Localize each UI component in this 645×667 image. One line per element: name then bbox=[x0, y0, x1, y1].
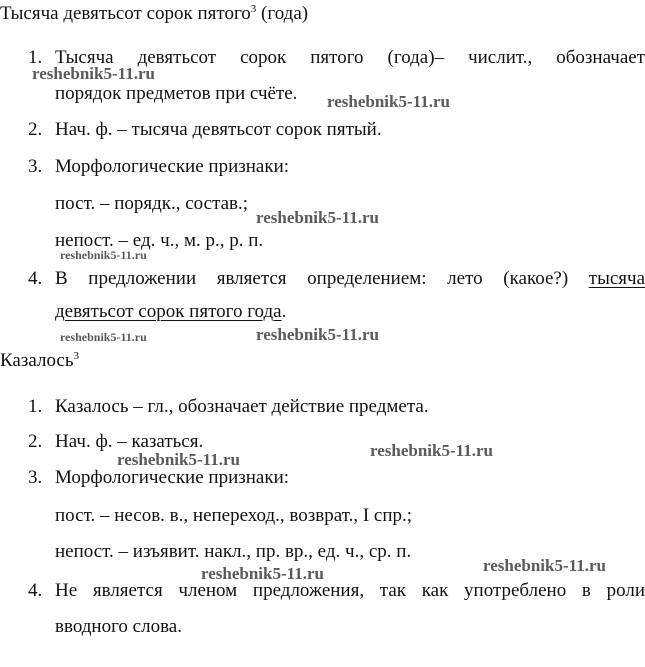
item-text: Морфологические признаки: bbox=[55, 467, 290, 488]
watermark: reshebnik5-11.ru bbox=[117, 450, 240, 469]
item-number: 4. bbox=[28, 580, 43, 601]
watermark: reshebnik5-11.ru bbox=[256, 325, 379, 344]
item-number: 3. bbox=[28, 467, 43, 488]
item-number: 1. bbox=[28, 396, 43, 417]
underlined-phrase: девятьсот сорок пятого года bbox=[55, 301, 282, 322]
item-text: пост. – несов. в., непереход., возврат., I спр.; bbox=[55, 505, 413, 526]
item-number: 2. bbox=[28, 431, 43, 452]
item-text: Не является членом предложения, так как употреблено в роли bbox=[55, 580, 645, 601]
heading-section-2-text: Казалось bbox=[0, 350, 74, 371]
item-text: непост. – изъявит. накл., пр. вр., ед. ч., ср. п. bbox=[55, 541, 412, 562]
item-text-end: . bbox=[281, 301, 287, 322]
item-text bbox=[55, 268, 645, 290]
item-number: 4. bbox=[28, 268, 43, 289]
watermark: reshebnik5-11.ru bbox=[60, 330, 147, 344]
watermark: reshebnik5-11.ru bbox=[483, 556, 606, 575]
item-text: вводного слова. bbox=[55, 616, 182, 637]
watermark: reshebnik5-11.ru bbox=[60, 248, 147, 262]
watermark: reshebnik5-11.ru bbox=[327, 92, 450, 111]
heading-section-1-text: Тысяча девятьсот сорок пятого bbox=[0, 3, 251, 24]
item-number: 3. bbox=[28, 156, 43, 177]
item-text: порядок предметов при счёте. bbox=[55, 83, 298, 104]
heading-section-1-sup: 3 bbox=[250, 3, 257, 15]
item-text: Нач. ф. – казаться. bbox=[55, 431, 204, 452]
watermark: reshebnik5-11.ru bbox=[201, 564, 324, 583]
watermark: reshebnik5-11.ru bbox=[370, 441, 493, 460]
item-text: непост. – ед. ч., м. р., р. п. bbox=[55, 230, 264, 251]
item-number: 2. bbox=[28, 119, 43, 140]
heading-section-1 bbox=[0, 3, 308, 25]
watermark: reshebnik5-11.ru bbox=[256, 208, 379, 227]
underlined-phrase: тысяча bbox=[588, 268, 645, 289]
heading-section-1-suffix: (года) bbox=[256, 3, 309, 24]
item-text: пост. – порядк., состав.; bbox=[55, 193, 249, 214]
item-text: Морфологические признаки: bbox=[55, 156, 290, 177]
item-text: Казалось – гл., обозначает действие предмета. bbox=[55, 396, 429, 417]
item-text: Нач. ф. – тысяча девятьсот сорок пятый. bbox=[55, 119, 382, 140]
item-text-plain: В предложении является определением: лето (какое?) bbox=[55, 268, 589, 289]
heading-section-2-sup: 3 bbox=[73, 350, 80, 362]
item-number: 1. bbox=[28, 47, 43, 68]
heading-section-2 bbox=[0, 350, 79, 372]
watermark: reshebnik5-11.ru bbox=[32, 64, 155, 83]
item-text: Тысяча девятьсот сорок пятого (года)– числит., обозначает bbox=[55, 47, 645, 68]
item-text bbox=[55, 301, 286, 323]
